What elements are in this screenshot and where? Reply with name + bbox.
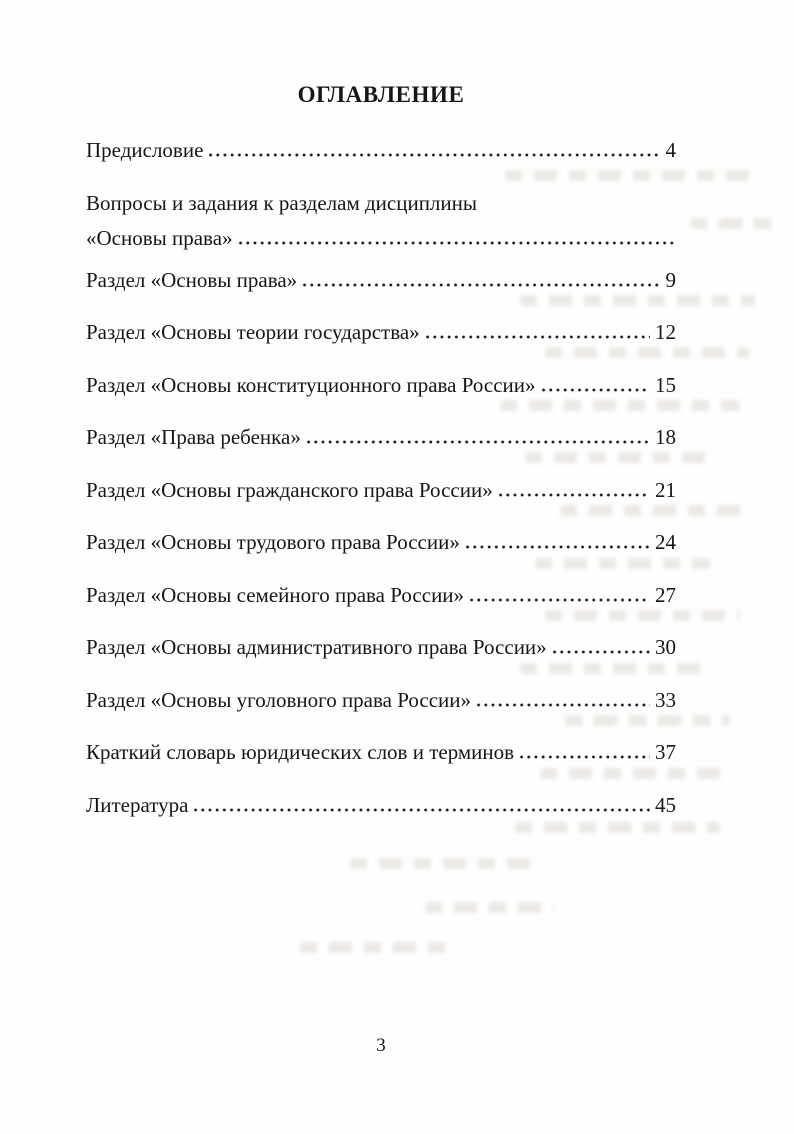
dot-leader [551,635,650,659]
page-number: 3 [376,1035,386,1056]
bleed-through-mark [350,858,535,869]
toc-entry-page: 12 [655,320,676,344]
toc-entry [86,478,676,502]
toc-entry-continuation [86,226,676,250]
toc-entry-label: Раздел «Основы семейного права России» [86,582,465,607]
table-of-contents [86,138,676,817]
bleed-through-mark [425,902,555,913]
toc-entry [86,425,676,449]
dot-leader [237,226,676,250]
toc-entry [86,373,676,397]
toc-entry-label: Раздел «Основы теории государства» [86,320,420,344]
toc-entry-page: 18 [655,425,676,449]
bleed-through-mark [690,218,782,229]
toc-entry-page: 4 [665,138,676,162]
toc-entry-label: Раздел «Права ребенка» [86,425,301,449]
dot-leader [497,478,650,502]
toc-entry [86,530,676,554]
toc-entry [86,583,676,607]
toc-entry-label: Краткий словарь юридических слов и терминов [86,740,515,764]
toc-entry-page: 24 [655,530,676,554]
toc-entry-page: 21 [655,477,676,502]
toc-entry [86,688,676,712]
toc-entry [86,320,676,344]
toc-entry-label: Раздел «Основы гражданского права России» [86,477,493,502]
toc-entry-page: 15 [655,372,676,397]
toc-entry-label: Раздел «Основы административного права России» [86,635,547,659]
toc-entry-label: Раздел «Основы трудового права России» [86,530,460,554]
toc-entry [86,793,676,817]
toc-entry-page: 33 [655,687,676,712]
toc-entry-label: Раздел «Основы права» [86,267,298,292]
dot-leader [518,740,650,764]
toc-entry [86,740,676,764]
dot-leader [192,793,650,817]
toc-entry [86,268,676,292]
page-title: ОГЛАВЛЕНИЕ [297,82,465,107]
toc-entry-label: Предисловие [86,138,204,162]
toc-entry-label: Литература [86,792,189,817]
dot-leader [540,373,650,397]
toc-entry [86,191,676,215]
toc-entry-label: Вопросы и задания к разделам дисциплины [86,190,478,215]
toc-entry-label: Раздел «Основы конституционного права России» [86,372,536,397]
dot-leader [305,425,650,449]
dot-leader [475,688,650,712]
toc-entry-label: «Основы права» [86,225,233,250]
dot-leader [424,320,650,344]
toc-entry-label: Раздел «Основы уголовного права России» [86,687,472,712]
bleed-through-mark [300,942,450,953]
dot-leader [464,530,650,554]
toc-entry-page: 45 [655,792,676,817]
toc-entry [86,138,676,162]
toc-entry-page: 37 [655,740,676,764]
page-content [86,0,676,845]
toc-entry-page: 27 [655,582,676,607]
dot-leader [468,583,650,607]
toc-entry [86,635,676,659]
toc-entry-page: 30 [655,635,676,659]
dot-leader [301,268,660,292]
dot-leader [207,138,660,162]
toc-entry-page: 9 [665,267,676,292]
